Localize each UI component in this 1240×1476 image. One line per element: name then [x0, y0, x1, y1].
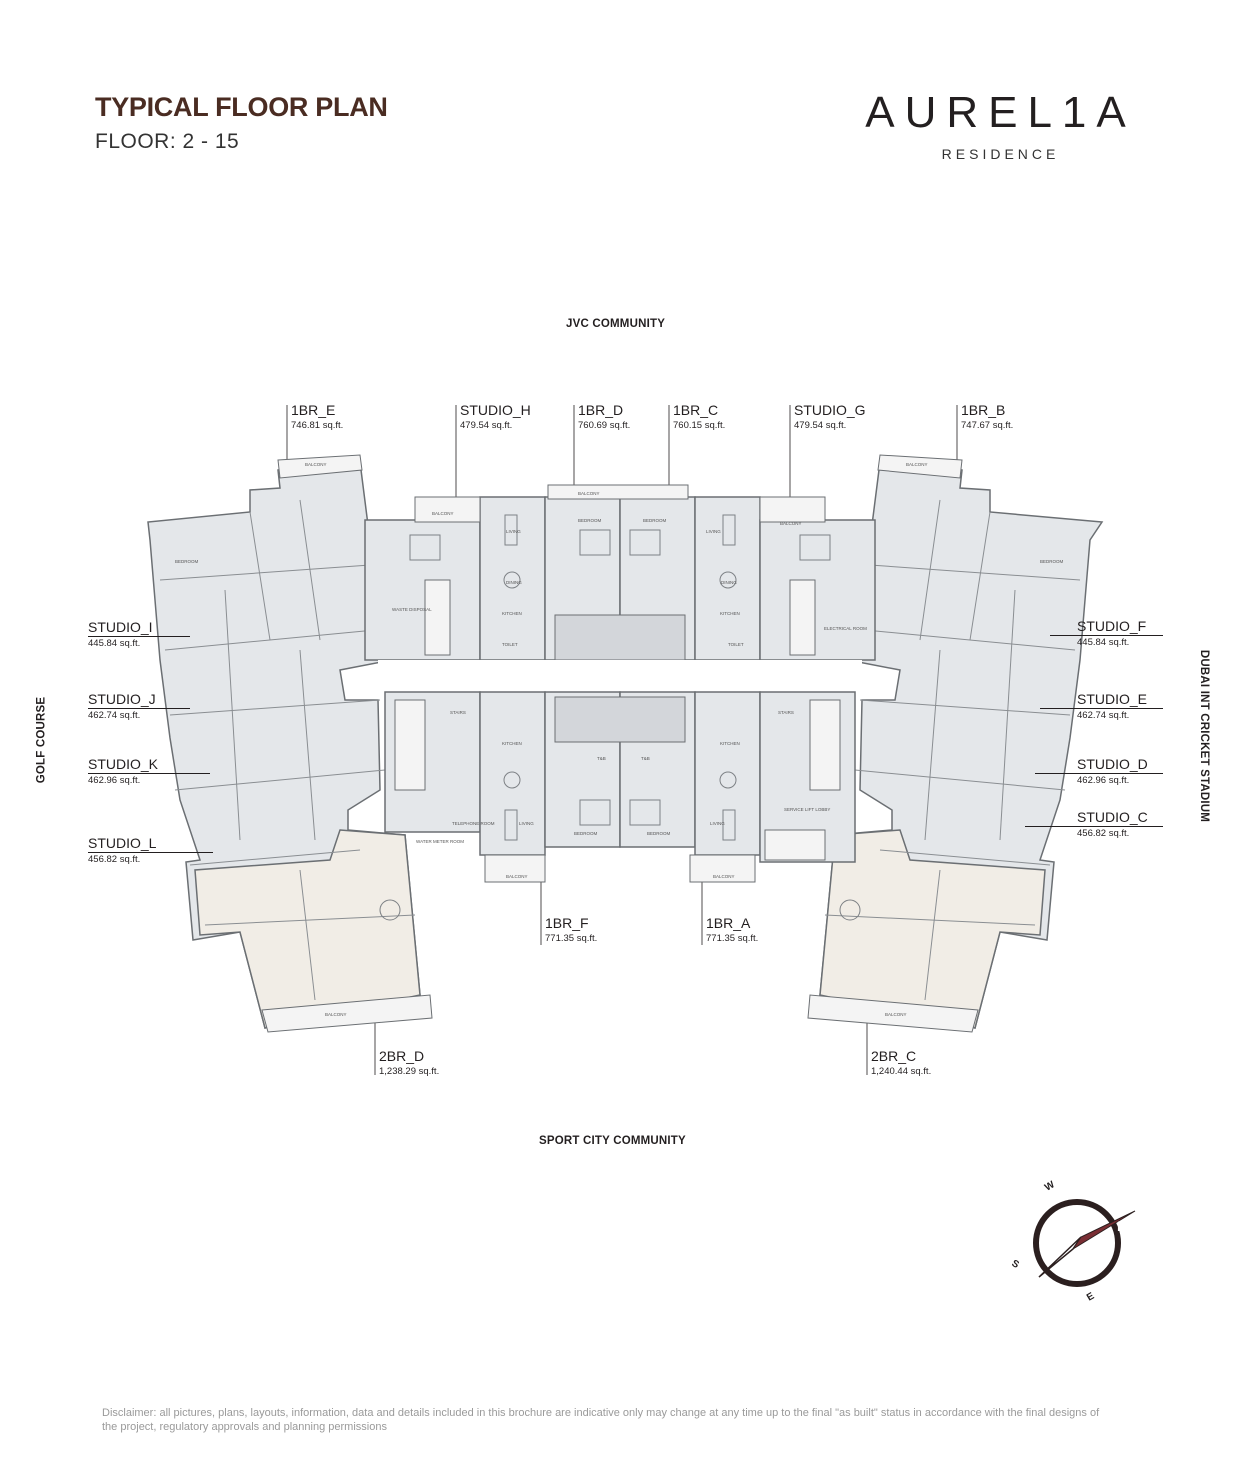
compass-e-label: E — [1085, 1290, 1097, 1304]
unit-label-1br-f — [545, 915, 597, 945]
unit-label-1br-d — [578, 402, 630, 432]
room-label-kitchen: KITCHEN — [720, 611, 740, 616]
unit-area: 771.35 sq.ft. — [545, 933, 598, 944]
unit-name: STUDIO_H — [460, 402, 531, 418]
unit-area-studio-k — [88, 774, 140, 787]
unit-name: 1BR_B — [961, 402, 1006, 418]
unit-area: 445.84 sq.ft. — [1077, 637, 1130, 648]
room-label-balcony: BALCONY — [432, 511, 454, 516]
unit-label-1br-c — [673, 402, 725, 432]
unit-area-studio-d — [1077, 774, 1129, 787]
room-label-living: LIVING — [710, 821, 725, 826]
room-label-water-meter: WATER METER ROOM — [416, 839, 464, 844]
room-label-living: LIVING — [706, 529, 721, 534]
room-label-balcony: BALCONY — [906, 462, 928, 467]
room-label-service-lift: SERVICE LIFT LOBBY — [784, 807, 831, 812]
unit-area-studio-f — [1077, 636, 1129, 649]
room-label-balcony: BALCONY — [780, 521, 802, 526]
corridor — [378, 660, 862, 690]
unit-area-studio-l — [88, 853, 140, 866]
unit-area-studio-e — [1077, 709, 1129, 722]
floor-range: FLOOR: 2 - 15 — [95, 130, 240, 153]
label-south-surrounding: SPORT CITY COMMUNITY — [539, 1135, 686, 1147]
room-label-balcony: BALCONY — [885, 1012, 907, 1017]
room-label-toilet: TOILET — [728, 642, 744, 647]
unit-area: 456.82 sq.ft. — [1077, 828, 1130, 839]
unit-label-studio-f — [1050, 618, 1163, 636]
room-label-stairs: STAIRS — [450, 710, 466, 715]
unit-label-studio-d — [1035, 756, 1163, 774]
unit-area: 747.67 sq.ft. — [961, 420, 1014, 431]
unit-label-studio-h — [460, 402, 531, 432]
unit-name: 2BR_C — [871, 1048, 917, 1064]
unit-area: 746.81 sq.ft. — [291, 420, 344, 431]
unit-area: 479.54 sq.ft. — [460, 420, 513, 431]
unit-name: 2BR_D — [379, 1048, 425, 1064]
unit-area: 445.84 sq.ft. — [88, 638, 141, 649]
room-label-living: LIVING — [506, 529, 521, 534]
room-label-toilet: TOILET — [502, 642, 518, 647]
brand-tagline: RESIDENCE — [941, 146, 1060, 162]
disclaimer-text: Disclaimer: all pictures, plans, layouts, information, data and details included in this brochure are indicative only may change at any time up to the final "as built" status in accordance with the final designs of the project, regulatory approvals and planning permissions — [102, 1407, 1100, 1433]
compass — [1010, 1179, 1136, 1304]
room-label-tb: T&B — [597, 756, 606, 761]
unit-area: 1,240.44 sq.ft. — [871, 1066, 932, 1077]
unit-name: STUDIO_E — [1077, 691, 1148, 707]
unit-name: STUDIO_C — [1077, 809, 1148, 825]
room-label-stairs: STAIRS — [778, 710, 794, 715]
unit-name: STUDIO_D — [1077, 756, 1148, 772]
unit-name: 1BR_F — [545, 915, 589, 931]
unit-area: 462.74 sq.ft. — [88, 710, 141, 721]
unit-name: STUDIO_L — [88, 835, 157, 851]
room-label-balcony: BALCONY — [305, 462, 327, 467]
label-west-surrounding: GOLF COURSE — [35, 696, 48, 784]
unit-name: STUDIO_F — [1077, 618, 1147, 634]
unit-label-studio-k — [88, 756, 210, 774]
unit-label-2br-c — [871, 1048, 931, 1078]
room-label-tb: T&B — [641, 756, 650, 761]
unit-name: STUDIO_G — [794, 402, 866, 418]
room-label-balcony: BALCONY — [506, 874, 528, 879]
unit-area-studio-c — [1077, 827, 1129, 840]
unit-area: 479.54 sq.ft. — [794, 420, 847, 431]
unit-name: STUDIO_K — [88, 756, 159, 772]
compass-n-label: N — [1117, 1218, 1128, 1234]
unit-area: 462.74 sq.ft. — [1077, 710, 1130, 721]
unit-label-1br-e — [291, 402, 343, 432]
room-label-living: LIVING — [519, 821, 534, 826]
unit-name: 1BR_D — [578, 402, 624, 418]
label-north-surrounding: JVC COMMUNITY — [566, 318, 666, 330]
room-label-bedroom: BEDROOM — [1040, 559, 1064, 564]
unit-area-studio-j — [88, 709, 140, 722]
room-label-balcony: BALCONY — [578, 491, 600, 496]
unit-area: 771.35 sq.ft. — [706, 933, 759, 944]
room-label-kitchen: KITCHEN — [502, 611, 522, 616]
brand-logo: AUREL1A — [865, 88, 1136, 137]
compass-s-label: S — [1009, 1258, 1021, 1271]
compass-needle-south — [1039, 1237, 1081, 1277]
unit-label-1br-b — [961, 402, 1013, 432]
unit-label-studio-e — [1040, 691, 1163, 709]
unit-name: 1BR_E — [291, 402, 336, 418]
room-label-kitchen: KITCHEN — [502, 741, 522, 746]
unit-area-studio-i — [88, 637, 140, 650]
room-label-bedroom: BEDROOM — [574, 831, 598, 836]
unit-label-studio-j — [88, 691, 190, 709]
unit-area: 760.69 sq.ft. — [578, 420, 631, 431]
room-label-waste: WASTE DISPOSAL — [392, 607, 432, 612]
unit-name: STUDIO_I — [88, 619, 153, 635]
room-label-bedroom: BEDROOM — [175, 559, 199, 564]
unit-label-2br-d — [379, 1048, 439, 1078]
room-label-dining: DINING — [506, 580, 522, 585]
unit-area: 456.82 sq.ft. — [88, 854, 141, 865]
unit-name: 1BR_C — [673, 402, 719, 418]
room-label-electrical: ELECTRICAL ROOM — [824, 626, 867, 631]
unit-area: 462.96 sq.ft. — [1077, 775, 1130, 786]
unit-area: 462.96 sq.ft. — [88, 775, 141, 786]
room-label-balcony: BALCONY — [713, 874, 735, 879]
unit-label-studio-i — [88, 619, 190, 637]
room-label-bedroom: BEDROOM — [647, 831, 671, 836]
room-label-bedroom: BEDROOM — [643, 518, 667, 523]
unit-label-1br-a — [706, 915, 758, 945]
compass-w-label: W — [1043, 1179, 1057, 1194]
room-label-balcony: BALCONY — [325, 1012, 347, 1017]
room-label-telephone: TELEPHONE ROOM — [452, 821, 495, 826]
label-east-surrounding: DUBAI INT CRICKET STADIUM — [1198, 649, 1211, 823]
unit-label-studio-c — [1025, 809, 1163, 827]
room-label-dining: DINING — [721, 580, 737, 585]
room-label-bedroom: BEDROOM — [578, 518, 602, 523]
unit-name: STUDIO_J — [88, 691, 156, 707]
unit-label-studio-l — [88, 835, 213, 853]
centre-bottom-block — [385, 692, 855, 882]
unit-label-studio-g — [794, 402, 866, 432]
unit-area: 760.15 sq.ft. — [673, 420, 726, 431]
unit-name: 1BR_A — [706, 915, 751, 931]
unit-area: 1,238.29 sq.ft. — [379, 1066, 440, 1077]
page-title: TYPICAL FLOOR PLAN — [95, 92, 388, 122]
room-label-kitchen: KITCHEN — [720, 741, 740, 746]
